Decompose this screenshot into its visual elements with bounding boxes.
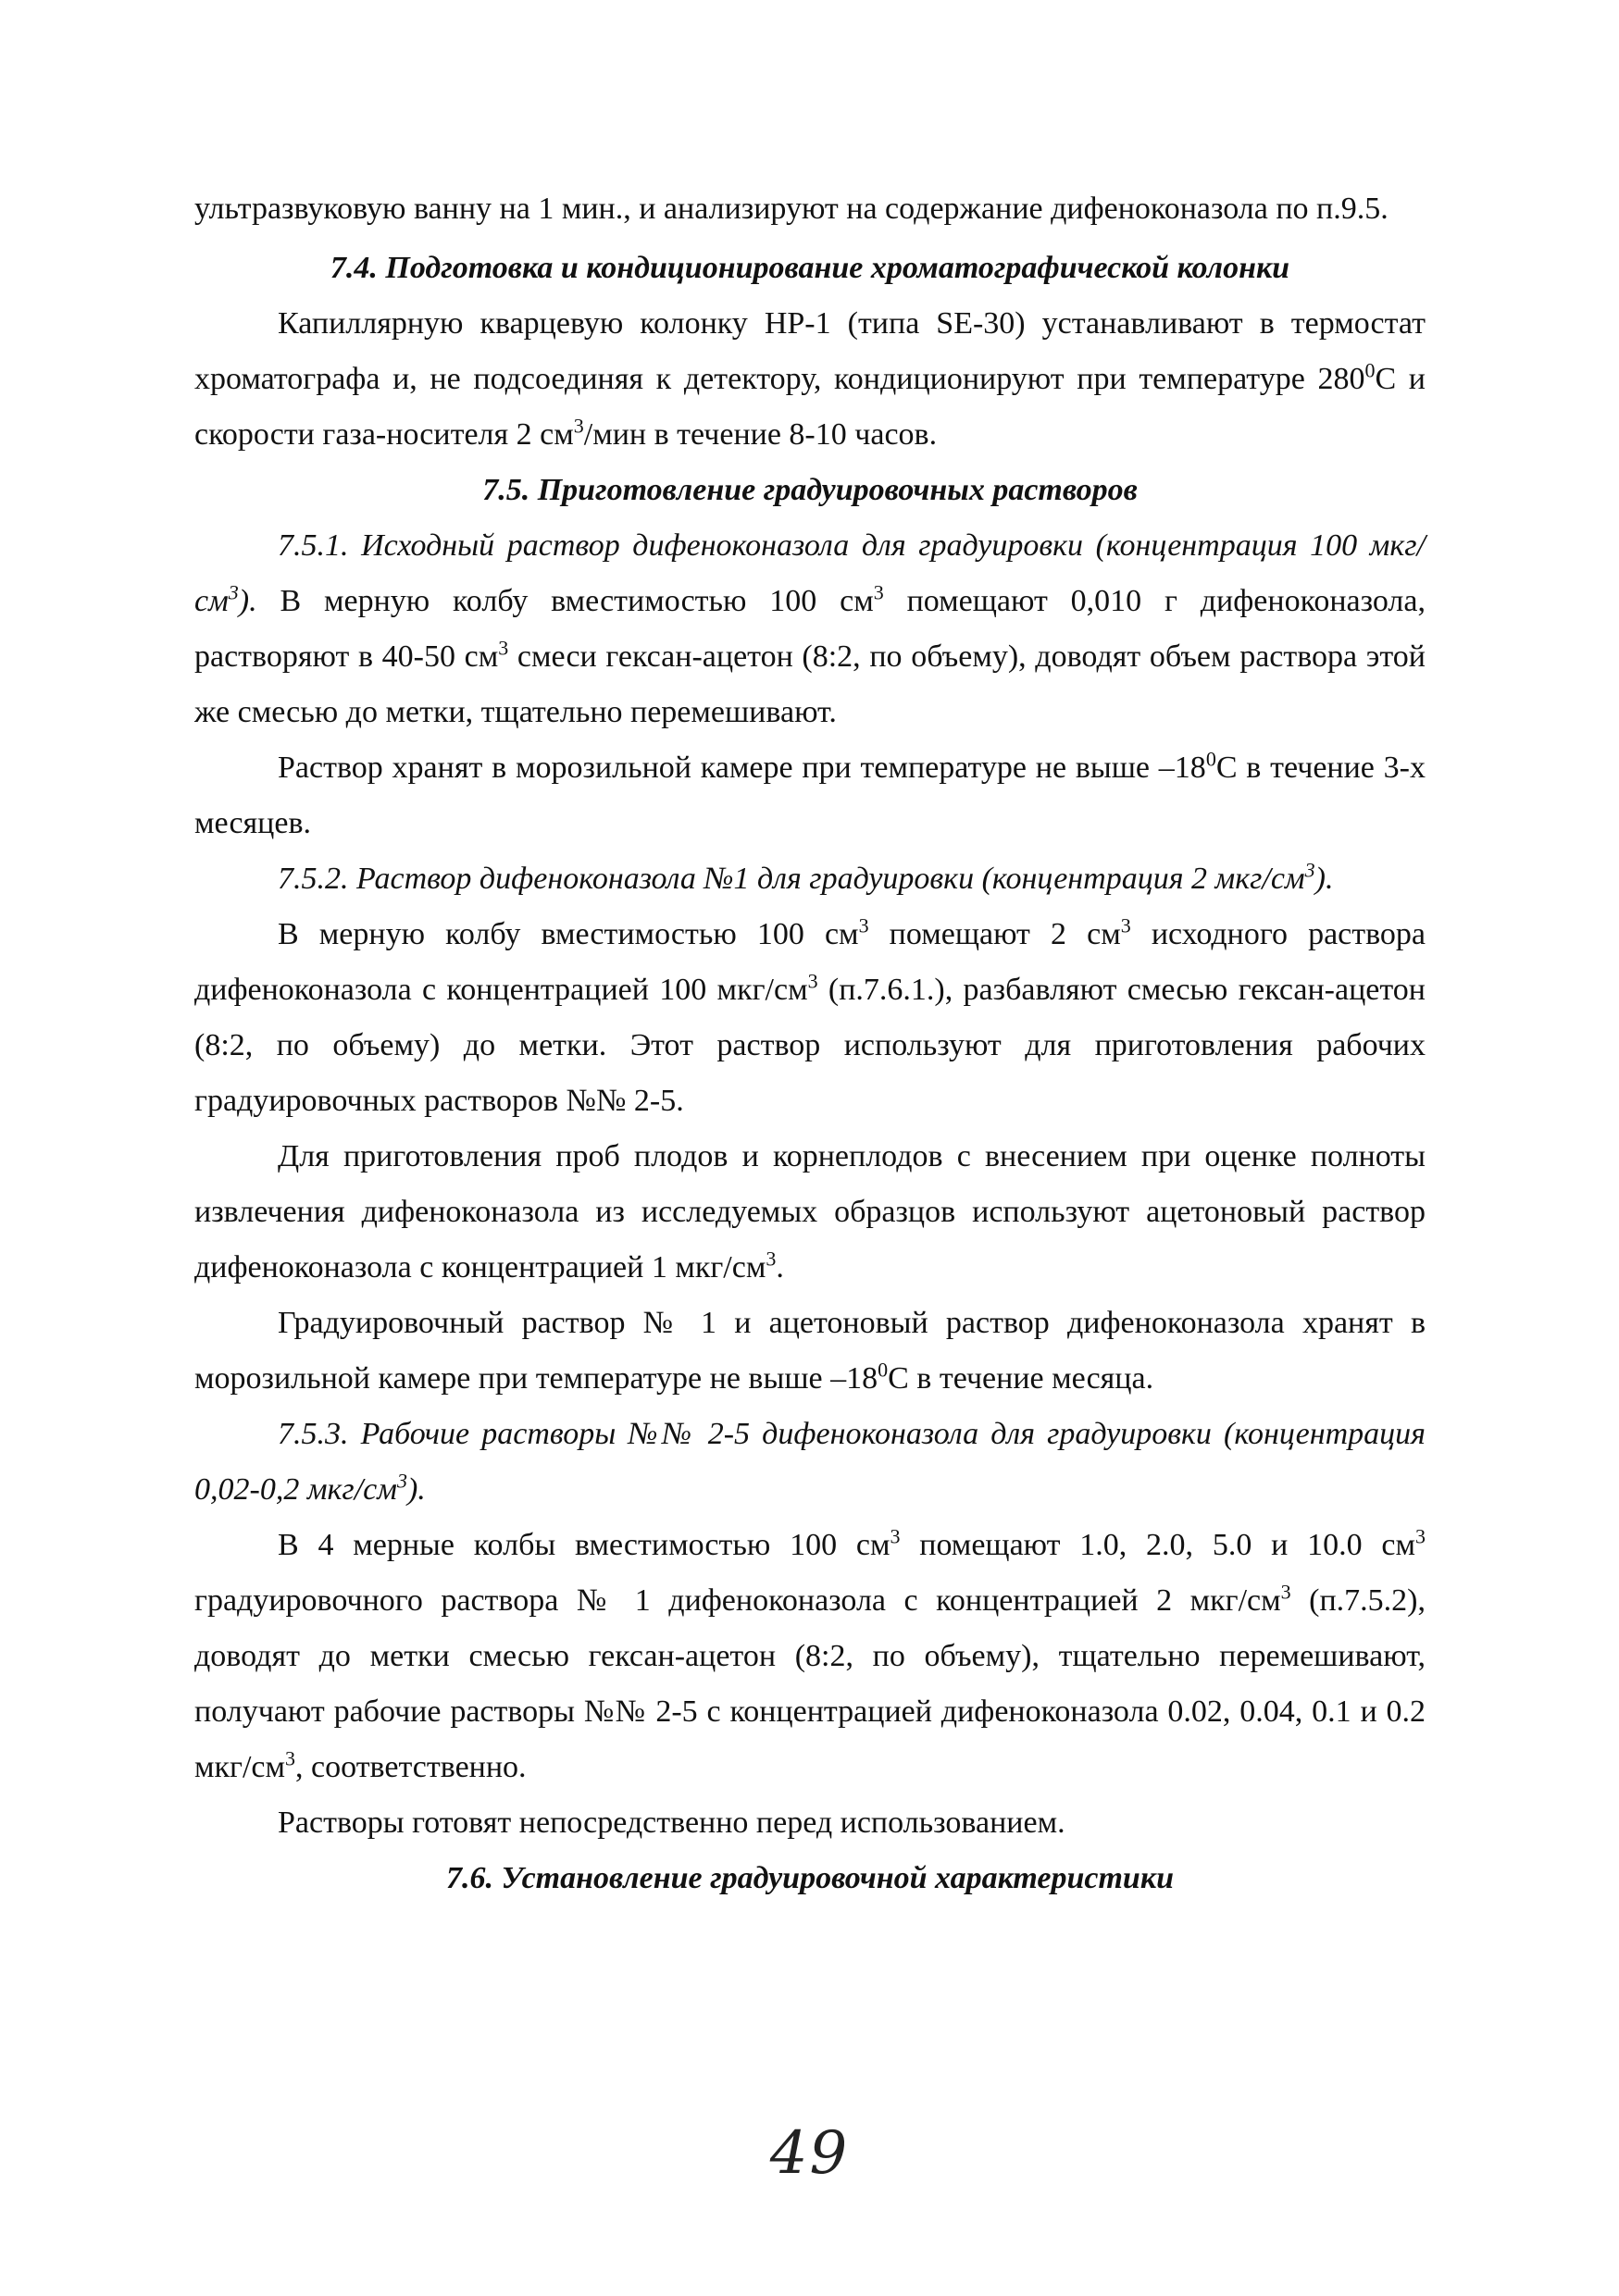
- paragraph-column-conditioning: Капиллярную кварцевую колонку HP-1 (типа SE-30) устанавливают в термостат хроматографа и, не подсоединяя к детектору, кондиционируют при температуре $280^0С$ и скорости газа-носителя 2 $см^3$/мин в течение 8-10 часов.: [194, 306, 1426, 452]
- paragraph-storage-3-months: Раствор хранят в морозильной камере при температуре не выше $-18^0С$ в течение 3-х месяцев.: [194, 747, 1426, 840]
- subheading-7-5-3: 7.5.3. Рабочие растворы №№ 2-5 дифеноконазола для градуировки (концентрация 0,02-0,2 мкг/$см^3$).: [194, 1417, 1426, 1507]
- paragraph-solution-1: В мерную колбу вместимостью 100 $см^3$ помещают 2 $см^3$ исходного раствора дифеноконазола с концентрацией 100 мкг/$см^3$ (п.7.6.1.), разбавляют смесью гексан-ацетон (8:2, по объему) до метки. Этот раствор используют для приготовления рабочих градуировочных растворов №№ 2-5.: [194, 913, 1426, 1118]
- paragraph-7-5-1: 7.5.1. Исходный раствор дифеноконазола для градуировки (концентрация 100 мкг/$см^3$). В мерную колбу вместимостью 100 $см^3$ помещают 0,010 г дифеноконазола, растворяют в 40-50 $см^3$ смеси гексан-ацетон (8:2, по объему), доводят объем раствора этой же смесью до метки, тщательно перемешивают.: [194, 528, 1426, 729]
- heading-7-4: 7.4. Подготовка и кондиционирование хроматографической колонки: [330, 251, 1290, 285]
- paragraph-prepare-before-use: Растворы готовят непосредственно перед использованием.: [278, 1806, 1065, 1840]
- paragraph-working-solutions: В 4 мерные колбы вместимостью 100 $см^3$ помещают 1.0, 2.0, 5.0 и 10.0 $см^3$ градуировочного раствора № 1 дифеноконазола с концентрацией 2 мкг/$см^3$ (п.7.5.2), доводят до метки смесью гексан-ацетон (8:2, по объему), тщательно перемешивают, получают рабочие растворы №№ 2-5 с концентрацией дифеноконазола 0.02, 0.04, 0.1 и 0.2 мкг/$см^3$, соответственно.: [194, 1524, 1426, 1784]
- heading-7-6: 7.6. Установление градуировочной характеристики: [446, 1861, 1174, 1895]
- page-body: [194, 181, 1426, 1906]
- paragraph-acetone-solution: Для приготовления проб плодов и корнеплодов с внесением при оценке полноты извлечения дифеноконазола из исследуемых образцов используют ацетоновый раствор дифеноконазола с концентрацией 1 мкг/$см^3$.: [194, 1139, 1426, 1285]
- paragraph-ultrasonic: ультразвуковую ванну на 1 мин., и анализируют на содержание дифеноконазола по п.9.5.: [194, 192, 1389, 226]
- paragraph-storage-month: Градуировочный раствор № 1 и ацетоновый раствор дифеноконазола хранят в морозильной камере при температуре не выше $-18^0С$ в течение месяца.: [194, 1306, 1426, 1396]
- subheading-7-5-2: 7.5.2. Раствор дифеноконазола №1 для градуировки (концентрация 2 мкг/$см^3$).: [278, 858, 1334, 896]
- heading-7-5: 7.5. Приготовление градуировочных растворов: [482, 473, 1138, 507]
- page-number: 49: [769, 2119, 850, 2188]
- subheading-7-5-1: 7.5.1. Исходный раствор дифеноконазола для градуировки (концентрация 100 мкг/см: [194, 528, 1426, 618]
